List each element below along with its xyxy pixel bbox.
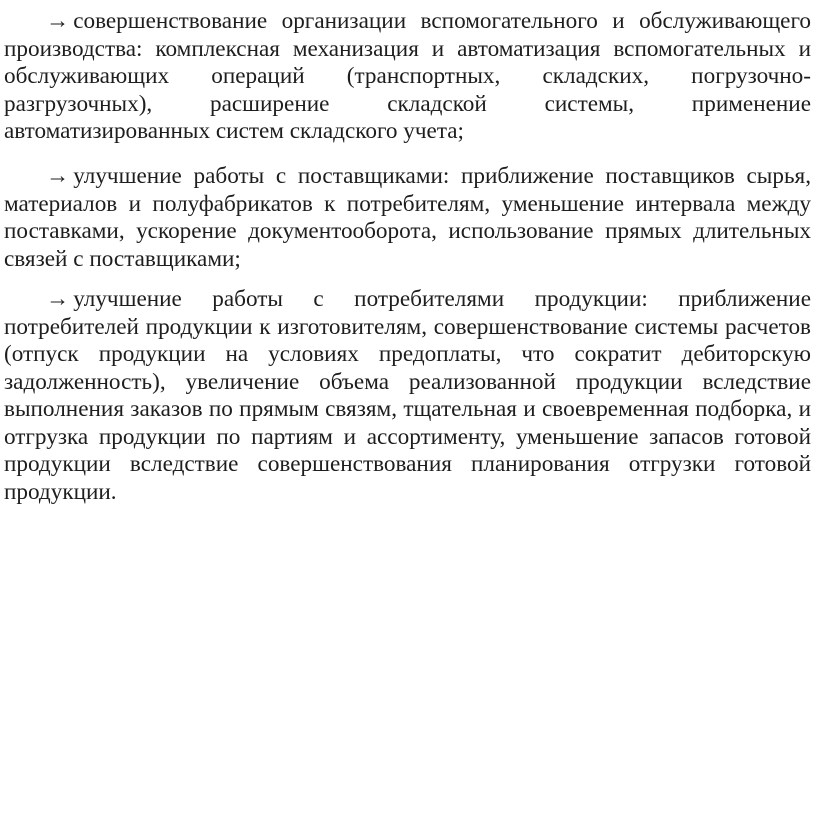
paragraph-2-text: улучшение работы с поставщиками: приближение поставщиков сырья, материалов и полуфабрикатов к потребителям, уменьшение интервала между поставками, ускорение документооборота, использование прямых длительных связей с поставщиками; (4, 163, 811, 272)
arrow-bullet-icon: → (46, 163, 70, 189)
paragraph-2 (4, 163, 811, 273)
paragraph-1-text: совершенствование организации вспомогательного и обслуживающего производства: комплексная механизация и автоматизация вспомогательных и обслуживающих операций (транспортных, складских, погрузочно-разгрузочных), расширение складской системы, применение автоматизированных систем складского учета; (4, 8, 811, 144)
paragraph-3-text: улучшение работы с потребителями продукции: приближение потребителей продукции к изготовителям, совершенствование системы расчетов (отпуск продукции на условиях предоплаты, что сократит дебиторскую задолженность), увеличение объема реализованной продукции вследствие выполнения заказов по прямым связям, тщательная и своевременная подборка, и отгрузка продукции по партиям и ассортименту, уменьшение запасов готовой продукции вследствие совершенствования планирования отгрузки готовой продукции. (4, 286, 811, 505)
paragraph-3 (4, 286, 811, 506)
arrow-bullet-icon: → (46, 8, 70, 34)
arrow-bullet-icon: → (46, 286, 70, 312)
paragraph-1 (4, 8, 811, 146)
